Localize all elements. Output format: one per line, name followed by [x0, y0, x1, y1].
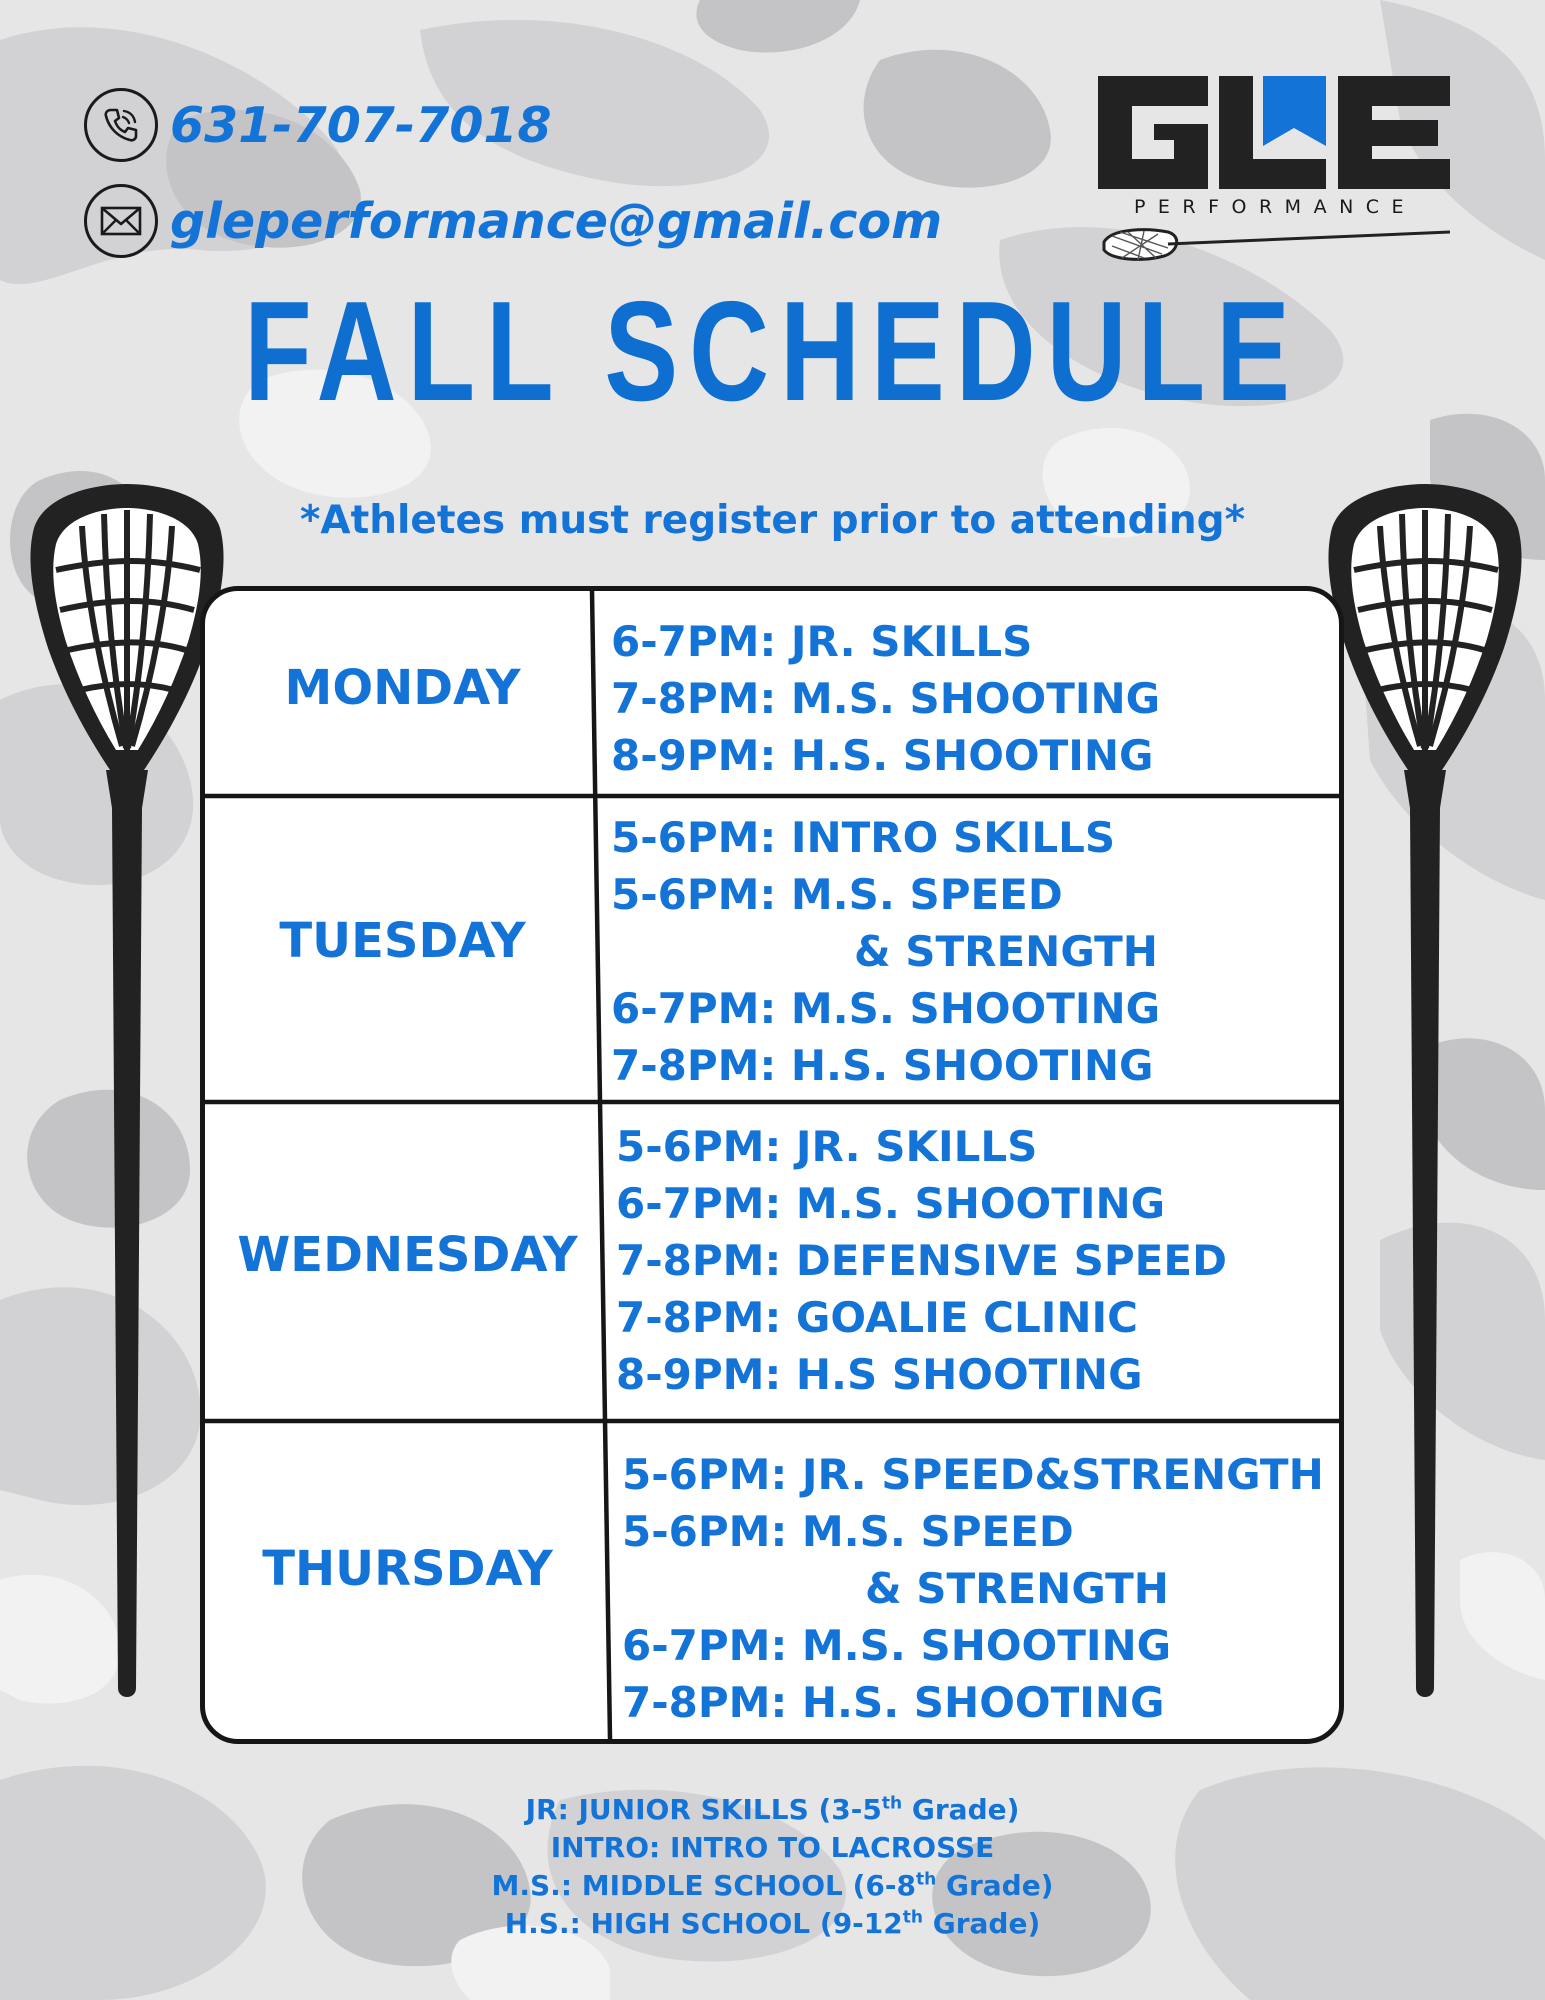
lacrosse-head-icon [1098, 222, 1450, 266]
schedule-table [200, 586, 1344, 1744]
envelope-icon [84, 184, 158, 258]
session-entry: 5-6PM: M.S. SPEED [622, 1507, 1074, 1556]
session-entry: 7-8PM: H.S. SHOOTING [622, 1678, 1165, 1727]
session-entry-continued: & STRENGTH [854, 927, 1158, 976]
session-entry: 7-8PM: M.S. SHOOTING [611, 674, 1161, 723]
phone-number[interactable]: 631-707-7018 [170, 96, 552, 154]
thursday-sessions [622, 1446, 1324, 1731]
session-entry: 5-6PM: INTRO SKILLS [611, 813, 1116, 862]
session-entry-continued: & STRENGTH [865, 1564, 1169, 1613]
day-monday: MONDAY [284, 660, 521, 716]
session-entry: 5-6PM: JR. SKILLS [616, 1122, 1038, 1171]
legend-ms: M.S.: MIDDLE SCHOOL (6-8th Grade) [491, 1869, 1054, 1902]
logo-letters [1098, 76, 1450, 189]
session-entry: 6-7PM: M.S. SHOOTING [622, 1621, 1172, 1670]
phone-contact[interactable] [84, 88, 552, 162]
session-entry: 5-6PM: JR. SPEED&STRENGTH [622, 1450, 1324, 1499]
legend-intro: INTRO: INTRO TO LACROSSE [550, 1831, 995, 1864]
session-entry: 7-8PM: H.S. SHOOTING [611, 1041, 1154, 1090]
day-wednesday: WEDNESDAY [237, 1227, 578, 1283]
session-entry: 7-8PM: GOALIE CLINIC [616, 1293, 1138, 1342]
day-tuesday: TUESDAY [279, 913, 526, 969]
registration-notice: *Athletes must register prior to attending* [300, 498, 1245, 543]
phone-icon [84, 88, 158, 162]
lacrosse-stick-right-icon [1320, 478, 1530, 1703]
email-contact[interactable] [84, 184, 942, 258]
monday-sessions [611, 613, 1160, 784]
day-thursday: THURSDAY [262, 1541, 553, 1597]
session-entry: 6-7PM: M.S. SHOOTING [611, 984, 1161, 1033]
session-entry: 6-7PM: M.S. SHOOTING [616, 1179, 1166, 1228]
logo-subtitle: PERFORMANCE [1133, 196, 1417, 218]
session-entry: 5-6PM: M.S. SPEED [611, 870, 1063, 919]
session-entry: 7-8PM: DEFENSIVE SPEED [616, 1236, 1227, 1285]
legend-hs: H.S.: HIGH SCHOOL (9-12th Grade) [504, 1907, 1041, 1940]
wednesday-sessions [616, 1118, 1227, 1403]
session-entry: 6-7PM: JR. SKILLS [611, 617, 1033, 666]
email-address[interactable]: gleperformance@gmail.com [170, 192, 943, 250]
legend-jr: JR: JUNIOR SKILLS (3-5th Grade) [525, 1793, 1020, 1826]
abbreviation-legend [0, 1791, 1545, 1943]
session-entry: 8-9PM: H.S SHOOTING [616, 1350, 1143, 1399]
page-title: FALL SCHEDULE [244, 272, 1301, 431]
session-entry: 8-9PM: H.S. SHOOTING [611, 731, 1154, 780]
tuesday-sessions [611, 809, 1160, 1094]
gle-performance-logo [1098, 76, 1450, 266]
